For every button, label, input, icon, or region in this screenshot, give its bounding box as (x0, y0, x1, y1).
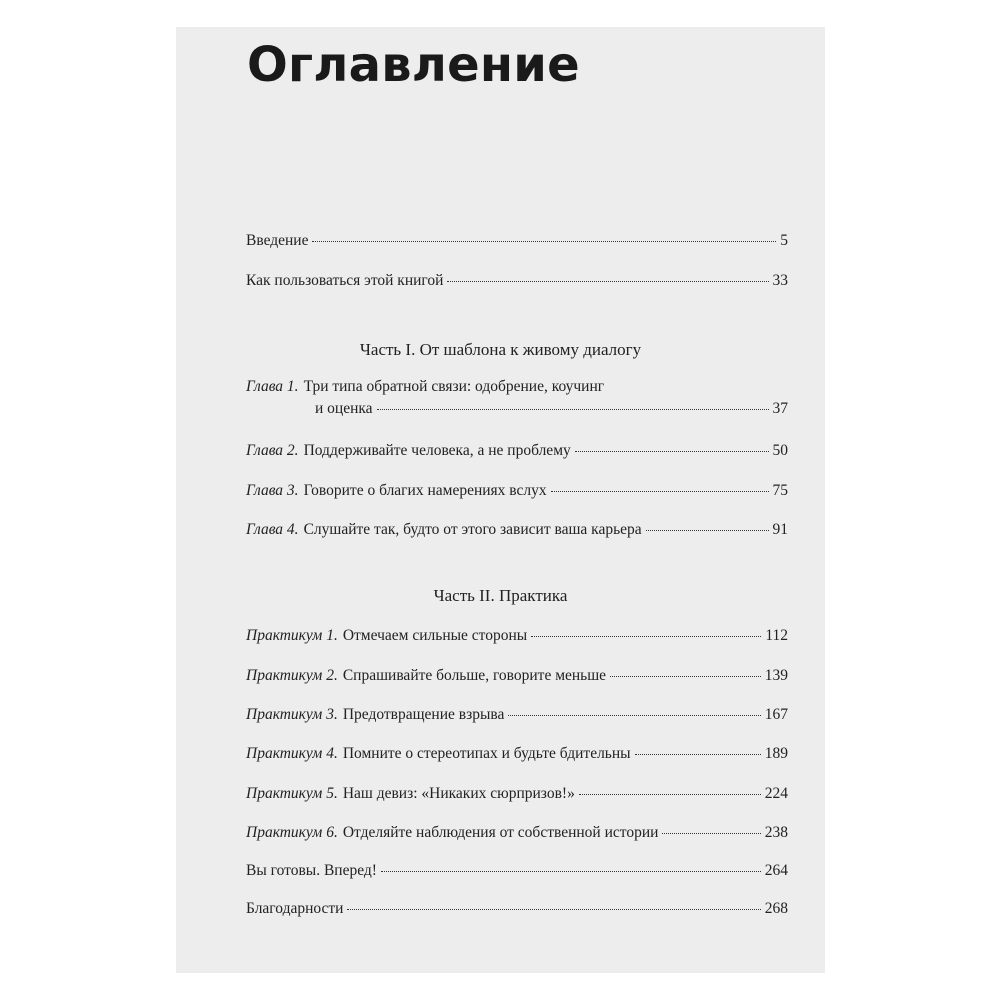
toc-entry-workshop-1 (246, 627, 788, 645)
toc-entry-page: 224 (764, 785, 788, 802)
dot-leader (312, 241, 776, 242)
toc-entry-intro (246, 232, 788, 250)
toc-entry-page: 75 (772, 482, 788, 499)
toc-entry-page: 37 (772, 400, 788, 417)
dot-leader (531, 636, 761, 637)
toc-entry-page: 5 (780, 232, 788, 249)
workshop-label: Практикум 1. (246, 627, 338, 644)
toc-entry-title: Спрашивайте больше, говорите меньше (342, 667, 607, 684)
toc-entry-workshop-4 (246, 745, 788, 763)
page-title: Оглавление (247, 37, 580, 93)
toc-entry-chapter-2 (246, 442, 788, 460)
dot-leader (381, 871, 761, 872)
workshop-label: Практикум 6. (246, 824, 338, 841)
toc-entry-chapter-3 (246, 482, 788, 500)
toc-entry-page: 50 (772, 442, 788, 459)
chapter-label: Глава 1. (246, 378, 299, 395)
dot-leader (575, 451, 769, 452)
toc-entry-workshop-5 (246, 785, 788, 803)
toc-entry-page: 238 (764, 824, 788, 841)
toc-entry-title: Три типа обратной связи: одобрение, коучинг (303, 378, 605, 395)
toc-entry-title: Отмечаем сильные стороны (342, 627, 528, 644)
toc-entry-title-continued: и оценка (315, 400, 373, 417)
toc-entry-ready (246, 862, 788, 880)
toc-entry-acknowledgements (246, 900, 788, 918)
toc-entry-page: 91 (772, 521, 788, 538)
dot-leader (635, 754, 761, 755)
dot-leader (347, 909, 760, 910)
dot-leader (646, 530, 769, 531)
toc-entry-workshop-2 (246, 667, 788, 685)
toc-entry-title: Поддерживайте человека, а не проблему (303, 442, 571, 459)
toc-entry-chapter-1 (315, 400, 788, 418)
chapter-label: Глава 3. (246, 482, 299, 499)
toc-entry-page: 139 (764, 667, 788, 684)
toc-entry-title: Благодарности (246, 900, 344, 917)
toc-entry-chapter-1-line1 (246, 378, 604, 396)
workshop-label: Практикум 5. (246, 785, 338, 802)
toc-entry-page: 33 (772, 272, 788, 289)
dot-leader (447, 281, 768, 282)
toc-entry-title: Слушайте так, будто от этого зависит ваша карьера (303, 521, 642, 538)
chapter-label: Глава 2. (246, 442, 299, 459)
dot-leader (662, 833, 760, 834)
toc-entry-workshop-6 (246, 824, 788, 842)
toc-entry-title: Предотвращение взрыва (342, 706, 505, 723)
toc-entry-how-to-use (246, 272, 788, 290)
part-1-heading: Часть I. От шаблона к живому диалогу (359, 340, 642, 359)
toc-entry-page: 264 (764, 862, 788, 879)
part-2-heading: Часть II. Практика (433, 586, 568, 605)
toc-entry-title: Вы готовы. Вперед! (246, 862, 377, 879)
toc-entry-page: 189 (764, 745, 788, 762)
toc-entry-title: Отделяйте наблюдения от собственной истории (342, 824, 659, 841)
workshop-label: Практикум 2. (246, 667, 338, 684)
dot-leader (508, 715, 760, 716)
workshop-label: Практикум 3. (246, 706, 338, 723)
dot-leader (377, 409, 769, 410)
toc-entry-page: 112 (765, 627, 788, 644)
toc-entry-page: 167 (764, 706, 788, 723)
workshop-label: Практикум 4. (246, 745, 338, 762)
toc-entry-title: Наш девиз: «Никаких сюрпризов!» (342, 785, 575, 802)
dot-leader (610, 676, 761, 677)
toc-entry-title: Говорите о благих намерениях вслух (303, 482, 547, 499)
toc-entry-title: Введение (246, 232, 309, 249)
dot-leader (551, 491, 769, 492)
dot-leader (579, 794, 761, 795)
toc-entry-workshop-3 (246, 706, 788, 724)
toc-entry-title: Помните о стереотипах и будьте бдительны (342, 745, 631, 762)
chapter-label: Глава 4. (246, 521, 299, 538)
toc-entry-chapter-4 (246, 521, 788, 539)
toc-entry-page: 268 (764, 900, 788, 917)
toc-entry-title: Как пользоваться этой книгой (246, 272, 444, 289)
